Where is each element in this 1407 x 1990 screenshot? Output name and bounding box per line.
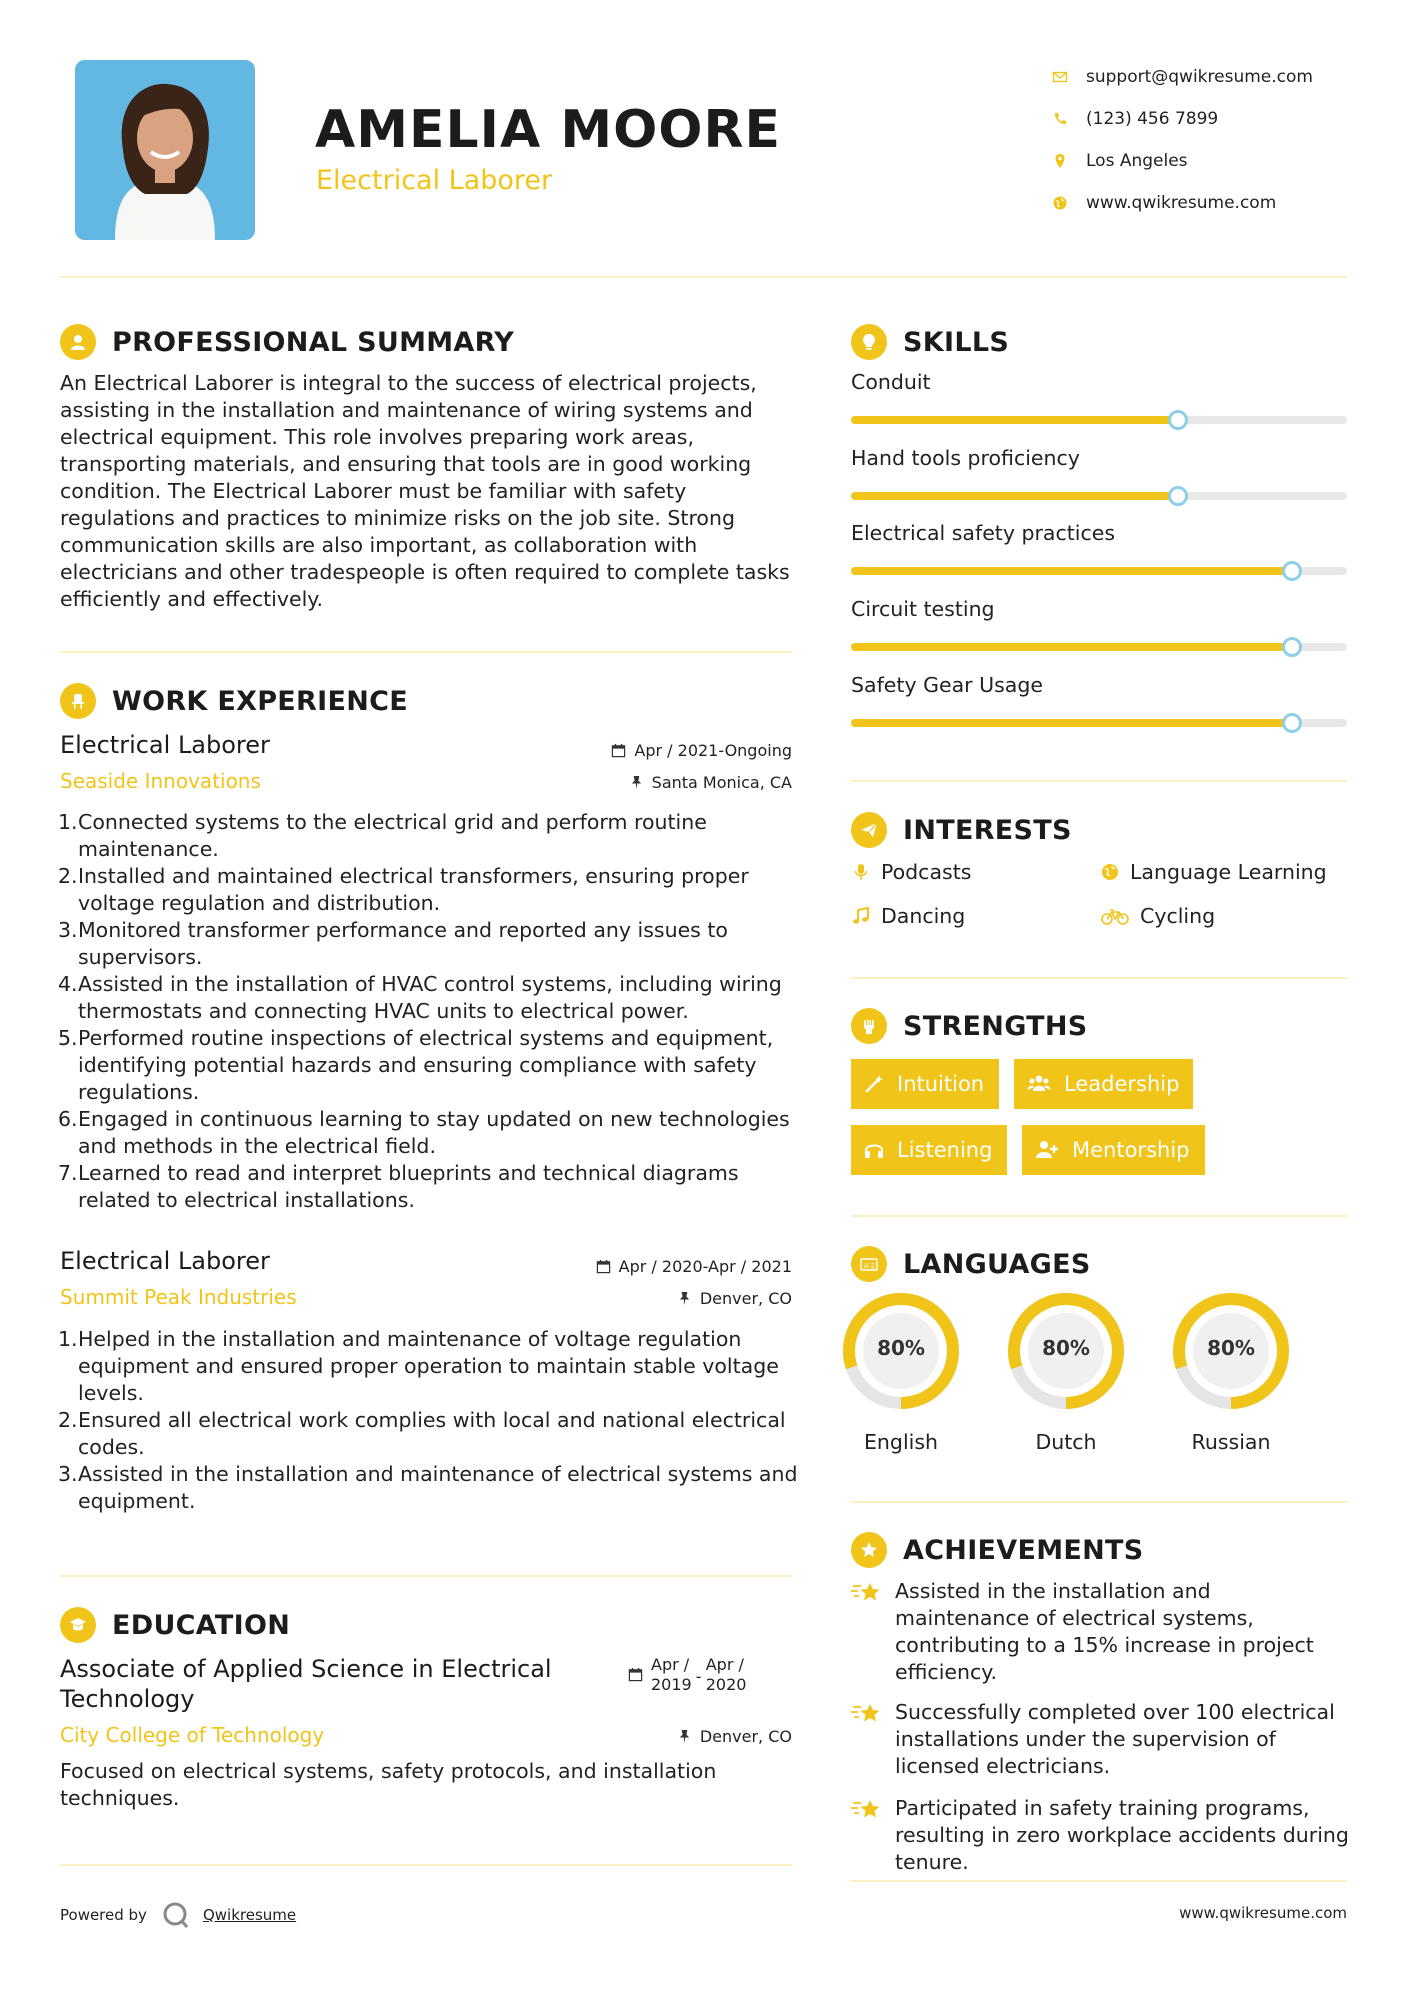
experience-heading: WORK EXPERIENCE <box>60 683 408 719</box>
education-location: Denver, CO <box>677 1727 792 1746</box>
job-1-duty-item <box>60 1106 805 1160</box>
list-number: 7. <box>58 1161 78 1185</box>
star-icon <box>851 1797 883 1825</box>
contact-location: Los Angeles <box>1052 140 1352 182</box>
strength-leadership: Leadership <box>1014 1059 1193 1109</box>
job-1-duty-item <box>60 1025 805 1106</box>
skill-bar-knob <box>1282 637 1302 657</box>
list-text: Learned to read and interpret blueprints and technical diagrams related to electrical installations. <box>78 1161 739 1212</box>
strengths-divider <box>851 1215 1347 1217</box>
users-icon <box>1026 1073 1052 1095</box>
list-number: 2. <box>58 1408 78 1432</box>
music-icon <box>851 906 871 926</box>
languages-heading: A文 LANGUAGES <box>851 1246 1091 1282</box>
globe-icon <box>1100 862 1120 882</box>
list-number: 5. <box>58 1026 78 1050</box>
summary-divider <box>60 651 792 653</box>
job-2-duty-item <box>60 1326 805 1407</box>
list-number: 2. <box>58 864 78 888</box>
skill-bar <box>851 567 1347 575</box>
language-name: Dutch <box>1035 1430 1097 1454</box>
candidate-role: Electrical Laborer <box>316 165 553 196</box>
skill-bar-knob <box>1282 561 1302 581</box>
degree-title: Associate of Applied Science in Electrical Technology <box>60 1655 552 1713</box>
lightbulb-icon <box>851 324 887 360</box>
strength-mentorship: Mentorship <box>1022 1125 1205 1175</box>
contact-block <box>1052 56 1352 224</box>
skill-bar <box>851 643 1347 651</box>
footer-website[interactable]: www.qwikresume.com <box>1179 1904 1347 1922</box>
achievement-text: Successfully completed over 100 electrical installations under the supervision of licensed electricians. <box>895 1700 1335 1778</box>
skill-item <box>851 597 1347 651</box>
list-text: Ensured all electrical work complies with local and national electrical codes. <box>78 1408 786 1459</box>
job-2-location: Denver, CO <box>677 1289 792 1308</box>
skill-bar-fill <box>851 719 1292 727</box>
skill-bar-fill <box>851 416 1178 424</box>
skill-name: Safety Gear Usage <box>851 673 1043 697</box>
qwikresume-logo-icon <box>161 1900 191 1930</box>
strength-intuition: Intuition <box>851 1059 999 1109</box>
list-number: 6. <box>58 1107 78 1131</box>
summary-text: An Electrical Laborer is integral to the success of electrical projects, assisting in the installation and maintenance of wiring systems and electrical equipment. This role involves preparing work areas, transporting materials, and ensuring that tools are in good working condition. The Electrical Laborer must be familiar with safety regulations and practices to minimize risks on the job site. Strong communication skills are also important, as collaboration with electricians and other tradespeople is often required to complete tasks efficiently and effectively. <box>60 371 790 611</box>
list-number: 1. <box>58 1327 78 1351</box>
svg-text:A文: A文 <box>864 1262 876 1270</box>
job-2-company: Summit Peak Industries <box>60 1285 297 1309</box>
star-icon <box>851 1580 883 1608</box>
job-1-duties <box>60 809 805 1214</box>
skill-bar-knob <box>1168 486 1188 506</box>
achievement-text: Participated in safety training programs, resulting in zero workplace accidents during tenure. <box>895 1796 1349 1874</box>
job-2-dates: Apr / 2020-Apr / 2021 <box>596 1257 792 1276</box>
job-1-duty-item <box>60 863 805 917</box>
skill-bar <box>851 416 1347 424</box>
skill-bar-fill <box>851 643 1292 651</box>
achievement-item <box>851 1795 1351 1876</box>
skill-name: Electrical safety practices <box>851 521 1116 545</box>
header-divider <box>60 276 1347 278</box>
globe-icon <box>1052 195 1086 211</box>
achievements-divider <box>851 1880 1347 1882</box>
skill-name: Circuit testing <box>851 597 995 621</box>
microphone-icon <box>851 862 871 882</box>
job-1-duty-item <box>60 917 805 971</box>
job-2-title: Electrical Laborer <box>60 1247 270 1275</box>
envelope-icon <box>1052 69 1086 85</box>
job-1-title: Electrical Laborer <box>60 731 270 759</box>
skills-divider <box>851 780 1347 782</box>
pushpin-icon <box>677 1291 692 1306</box>
interest-podcasts: Podcasts <box>851 860 971 884</box>
chair-icon <box>60 683 96 719</box>
contact-email[interactable]: support@qwikresume.com <box>1052 56 1352 98</box>
language-item <box>840 1290 962 1454</box>
education-heading: EDUCATION <box>60 1607 290 1643</box>
skill-item <box>851 521 1347 575</box>
candidate-name: AMELIA MOORE <box>315 100 782 160</box>
phone-icon <box>1052 111 1086 127</box>
education-description: Focused on electrical systems, safety protocols, and installation techniques. <box>60 1759 717 1810</box>
skill-name: Hand tools proficiency <box>851 446 1080 470</box>
magic-wand-icon <box>863 1073 885 1095</box>
summary-heading: PROFESSIONAL SUMMARY <box>60 324 514 360</box>
education-divider <box>60 1864 792 1866</box>
skill-item <box>851 446 1347 500</box>
skill-bar-knob <box>1168 410 1188 430</box>
skill-bar-fill <box>851 567 1292 575</box>
job-2-duty-item <box>60 1461 805 1515</box>
achievement-text: Assisted in the installation and maintenance of electrical systems, contributing to a 15% increase in project efficiency. <box>895 1579 1314 1684</box>
list-text: Connected systems to the electrical grid and perform routine maintenance. <box>78 810 707 861</box>
language-percent: 80% <box>1207 1336 1255 1360</box>
skill-bar <box>851 719 1347 727</box>
skill-bar-fill <box>851 492 1178 500</box>
language-percent: 80% <box>877 1336 925 1360</box>
achievement-item <box>851 1699 1351 1780</box>
graduate-icon <box>60 1607 96 1643</box>
interest-dancing: Dancing <box>851 904 965 928</box>
interest-language-learning: Language Learning <box>1100 860 1327 884</box>
skill-name: Conduit <box>851 370 931 394</box>
job-1-dates: Apr / 2021-Ongoing <box>611 741 792 760</box>
list-number: 1. <box>58 810 78 834</box>
list-number: 3. <box>58 1462 78 1486</box>
job-2-duty-item <box>60 1407 805 1461</box>
achievement-item <box>851 1578 1351 1686</box>
contact-website[interactable]: www.qwikresume.com <box>1052 182 1352 224</box>
strength-listening: Listening <box>851 1125 1007 1175</box>
school-name: City College of Technology <box>60 1723 325 1747</box>
language-name: English <box>863 1430 939 1454</box>
interest-cycling: Cycling <box>1100 904 1215 928</box>
list-text: Engaged in continuous learning to stay updated on new technologies and methods in the electrical field. <box>78 1107 790 1158</box>
pushpin-icon <box>629 775 644 790</box>
language-item <box>1005 1290 1127 1454</box>
list-text: Assisted in the installation of HVAC control systems, including wiring thermostats and connecting HVAC units to electrical power. <box>78 972 782 1023</box>
achievements-heading: ACHIEVEMENTS <box>851 1532 1144 1568</box>
interests-divider <box>851 977 1347 979</box>
job-1-duty-item <box>60 971 805 1025</box>
education-dates: Apr / 2019 - Apr / 2020 <box>628 1655 746 1695</box>
list-text: Helped in the installation and maintenance of voltage regulation equipment and ensured proper operation to maintain stable voltage levels. <box>78 1327 779 1405</box>
experience-divider <box>60 1575 792 1577</box>
star-icon <box>851 1532 887 1568</box>
list-number: 3. <box>58 918 78 942</box>
skill-item <box>851 370 1347 424</box>
list-text: Assisted in the installation and maintenance of electrical systems and equipment. <box>78 1462 798 1513</box>
list-text: Installed and maintained electrical transformers, ensuring proper voltage regulation and distribution. <box>78 864 749 915</box>
star-icon <box>851 1701 883 1729</box>
profile-photo <box>75 60 255 240</box>
pushpin-icon <box>677 1729 692 1744</box>
job-1-location: Santa Monica, CA <box>629 773 792 792</box>
paper-plane-icon <box>851 812 887 848</box>
list-number: 4. <box>58 972 78 996</box>
calendar-icon <box>628 1667 643 1682</box>
translate-icon <box>851 1246 887 1282</box>
skills-heading: SKILLS <box>851 324 1009 360</box>
qwikresume-link[interactable]: Qwikresume <box>202 1906 297 1924</box>
raised-fist-icon <box>851 1008 887 1044</box>
language-percent: 80% <box>1042 1336 1090 1360</box>
job-1-duty-item <box>60 1160 805 1214</box>
headphones-icon <box>863 1139 885 1161</box>
skill-bar-knob <box>1282 713 1302 733</box>
calendar-icon <box>611 743 626 758</box>
footer-powered-by: Powered by Qwikresume <box>60 1900 296 1930</box>
user-icon <box>60 324 96 360</box>
skill-item <box>851 673 1347 727</box>
skill-bar <box>851 492 1347 500</box>
list-text: Performed routine inspections of electrical systems and equipment, identifying potential hazards and ensuring compliance with safety regulations. <box>78 1026 774 1104</box>
job-1-company: Seaside Innovations <box>60 769 261 793</box>
job-2-duties <box>60 1326 805 1515</box>
user-plus-icon <box>1034 1139 1060 1161</box>
interests-heading: INTERESTS <box>851 812 1072 848</box>
language-name: Russian <box>1191 1430 1271 1454</box>
job-1-duty-item <box>60 809 805 863</box>
map-pin-icon <box>1052 153 1086 169</box>
languages-divider <box>851 1501 1347 1503</box>
list-text: Monitored transformer performance and reported any issues to supervisors. <box>78 918 728 969</box>
calendar-icon <box>596 1259 611 1274</box>
bicycle-icon <box>1100 906 1130 926</box>
contact-phone[interactable]: (123) 456 7899 <box>1052 98 1352 140</box>
language-item <box>1170 1290 1292 1454</box>
strengths-heading: STRENGTHS <box>851 1008 1088 1044</box>
